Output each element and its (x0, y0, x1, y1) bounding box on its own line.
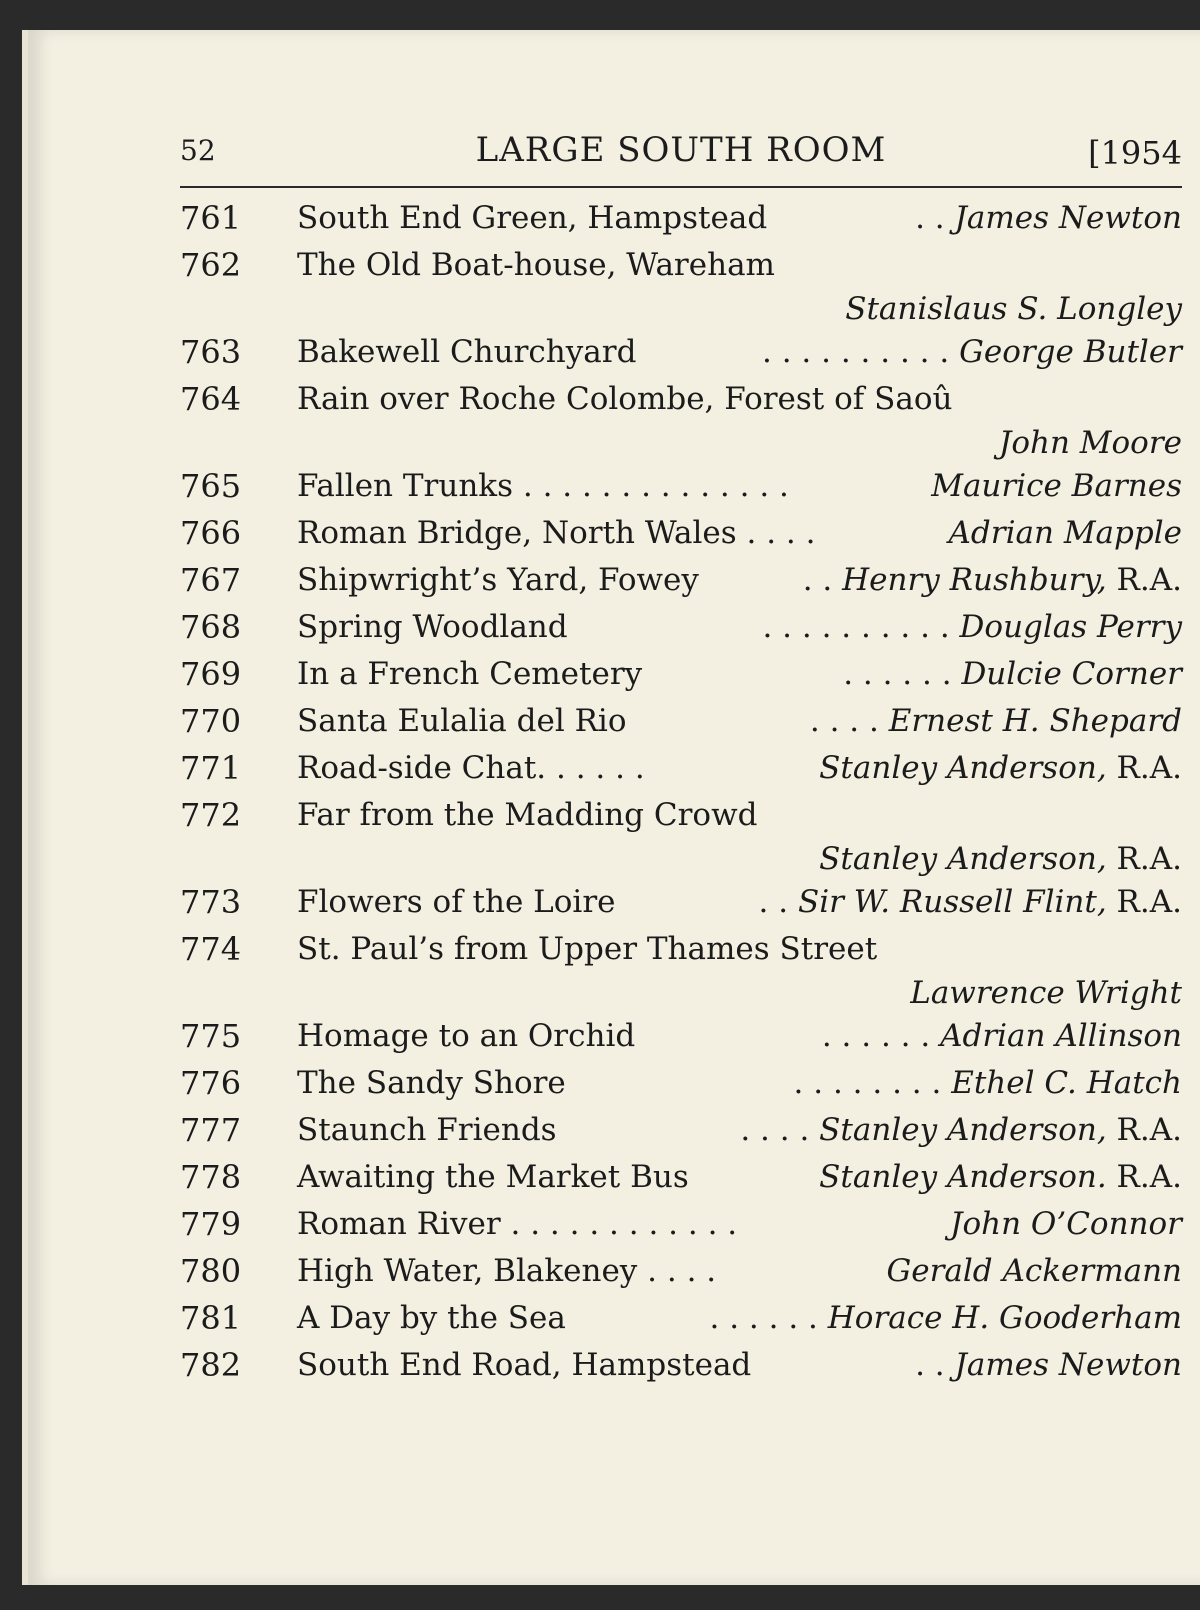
catalogue-entry (180, 604, 1182, 651)
artist-name: Stanley Anderson, (819, 1112, 1107, 1148)
artist-honour: R.A. (1106, 841, 1182, 877)
entry-attribution (794, 1060, 1182, 1107)
entry-title: Spring Woodland (297, 609, 568, 645)
entry-row (180, 1060, 1182, 1107)
catalogue-entry (180, 926, 1182, 1013)
entry-number: 766 (180, 514, 242, 552)
artist-name: Henry Rushbury, (842, 562, 1107, 598)
entry-title: Bakewell Churchyard (297, 334, 637, 370)
catalogue-entry (180, 329, 1182, 376)
entry-number: 765 (180, 467, 242, 505)
entry-number: 775 (180, 1017, 242, 1055)
catalogue-entry (180, 698, 1182, 745)
dot-leader: . . . . . . . . . . (761, 334, 950, 370)
entry-attribution (803, 557, 1182, 604)
entry-row (180, 651, 1182, 698)
dot-leader: . . (802, 562, 833, 598)
catalogue-entry (180, 242, 1182, 329)
entry-row (180, 879, 1182, 926)
entry-title: Santa Eulalia del Rio (297, 703, 627, 739)
entry-attribution (762, 329, 1182, 376)
artist-name: Ernest H. Shepard (888, 703, 1182, 739)
dot-leader: . . . . . . . . (793, 1065, 942, 1101)
catalogue-entry (180, 745, 1182, 792)
entry-row (180, 1295, 1182, 1342)
entry-number: 776 (180, 1064, 242, 1102)
artist-name: Ethel C. Hatch (951, 1065, 1182, 1101)
entry-title: In a French Cemetery (297, 656, 643, 692)
entry-row (180, 1201, 1182, 1248)
artist-name: Stanley Anderson, (819, 750, 1107, 786)
catalogue-entry (180, 1060, 1182, 1107)
entry-continuation (180, 973, 1182, 1013)
catalogue-entry (180, 1201, 1182, 1248)
artist-name: Adrian Mapple (948, 515, 1182, 551)
dot-leader: . . (915, 200, 945, 236)
artist-name: Douglas Perry (959, 609, 1182, 645)
header-rule (180, 186, 1182, 188)
artist-name: Maurice Barnes (931, 468, 1182, 504)
catalogue-entry (180, 1154, 1182, 1201)
artist-honour: R.A. (1106, 1159, 1182, 1195)
entry-attribution (819, 1154, 1182, 1201)
dot-leader: . . . . . . (821, 1018, 931, 1054)
entry-number: 779 (180, 1205, 242, 1243)
entry-row (180, 745, 1182, 792)
entry-attribution (915, 195, 1182, 242)
entry-title: Rain over Roche Colombe, Forest of Saoû (297, 381, 953, 417)
entry-attribution (931, 463, 1182, 510)
catalogue-entry (180, 1295, 1182, 1342)
entry-title: The Sandy Shore (297, 1065, 566, 1101)
entry-number: 781 (180, 1299, 242, 1337)
dot-leader: . . . . (740, 1112, 810, 1148)
entry-continuation (180, 423, 1182, 463)
entry-row (180, 510, 1182, 557)
entry-title: Staunch Friends (297, 1112, 557, 1148)
entry-row (180, 376, 1182, 423)
entry-row (180, 195, 1182, 242)
artist-name: Gerald Ackermann (886, 1253, 1182, 1289)
entry-attribution (950, 1201, 1182, 1248)
entry-attribution (843, 651, 1182, 698)
entry-number: 763 (180, 333, 242, 371)
artist-name: James Newton (954, 1347, 1182, 1383)
entry-number: 782 (180, 1346, 242, 1384)
catalogue-entry (180, 1248, 1182, 1295)
entry-title: High Water, Blakeney . . . . (297, 1253, 717, 1289)
entry-title: South End Road, Hampstead (297, 1347, 752, 1383)
catalogue-entry (180, 1107, 1182, 1154)
entry-attribution (949, 510, 1182, 557)
entry-row (180, 792, 1182, 839)
catalogue-entry (180, 1013, 1182, 1060)
artist-name: Sir W. Russell Flint, (797, 884, 1107, 920)
catalogue-entry (180, 792, 1182, 879)
running-head (180, 112, 1182, 172)
entry-continuation (180, 289, 1182, 329)
catalogue-entry (180, 463, 1182, 510)
catalogue-entry (180, 1342, 1182, 1389)
entry-number: 773 (180, 883, 242, 921)
dot-leader: . . . . . . (709, 1300, 818, 1336)
entry-row (180, 926, 1182, 973)
entry-attribution (915, 1342, 1182, 1389)
entry-attribution (845, 289, 1182, 329)
entry-number: 761 (180, 199, 242, 237)
entry-title: Flowers of the Loire (297, 884, 616, 920)
catalogue-entries (180, 195, 1182, 1389)
entry-title: St. Paul’s from Upper Thames Street (297, 931, 878, 967)
entry-attribution (709, 1295, 1182, 1342)
entry-title: Roman Bridge, North Wales . . . . (297, 515, 816, 551)
entry-attribution (759, 879, 1182, 926)
artist-honour: R.A. (1106, 750, 1182, 786)
artist-name: John Moore (998, 425, 1182, 461)
entry-title: A Day by the Sea (297, 1300, 566, 1336)
entry-number: 767 (180, 561, 242, 599)
entry-number: 762 (180, 246, 242, 284)
artist-name: Stanley Anderson, (819, 841, 1107, 877)
entry-number: 770 (180, 702, 242, 740)
entry-attribution (810, 698, 1182, 745)
artist-name: Stanislaus S. Longley (845, 291, 1182, 327)
entry-number: 780 (180, 1252, 242, 1290)
entry-row (180, 1248, 1182, 1295)
artist-honour: R.A. (1106, 884, 1182, 920)
dot-leader: . . . . (809, 703, 879, 739)
page-number: 52 (180, 134, 216, 167)
entry-attribution (819, 839, 1182, 879)
entry-number: 772 (180, 796, 242, 834)
entry-title: Shipwright’s Yard, Fowey (297, 562, 699, 598)
artist-name: Stanley Anderson. (819, 1159, 1107, 1195)
entry-title: Fallen Trunks . . . . . . . . . . . . . . (297, 468, 789, 504)
entry-title: South End Green, Hampstead (297, 200, 768, 236)
entry-row (180, 604, 1182, 651)
entry-row (180, 329, 1182, 376)
entry-row (180, 242, 1182, 289)
artist-name: Dulcie Corner (961, 656, 1182, 692)
catalogue-entry (180, 195, 1182, 242)
entry-title: Roman River . . . . . . . . . . . . (297, 1206, 738, 1242)
entry-number: 764 (180, 380, 242, 418)
entry-title: Road-side Chat. . . . . . (297, 750, 645, 786)
catalogue-entry (180, 557, 1182, 604)
catalogue-entry (180, 651, 1182, 698)
entry-title: Far from the Madding Crowd (297, 797, 758, 833)
entry-continuation (180, 839, 1182, 879)
entry-title: Homage to an Orchid (297, 1018, 636, 1054)
page-title: LARGE SOUTH ROOM (475, 130, 887, 170)
entry-row (180, 463, 1182, 510)
dot-leader: . . (758, 884, 789, 920)
entry-number: 777 (180, 1111, 242, 1149)
catalogue-entry (180, 879, 1182, 926)
entry-attribution (822, 1013, 1182, 1060)
entry-row (180, 1342, 1182, 1389)
dot-leader: . . . . . . . . . . (762, 609, 950, 645)
artist-name: Lawrence Wright (910, 975, 1182, 1011)
entry-row (180, 1013, 1182, 1060)
entry-row (180, 1154, 1182, 1201)
artist-honour: R.A. (1106, 562, 1182, 598)
artist-name: George Butler (959, 334, 1182, 370)
entry-number: 771 (180, 749, 242, 787)
catalogue-entry (180, 510, 1182, 557)
entry-attribution (819, 745, 1182, 792)
dot-leader: . . . . . . (843, 656, 952, 692)
entry-row (180, 1107, 1182, 1154)
entry-attribution (910, 973, 1182, 1013)
entry-number: 778 (180, 1158, 242, 1196)
entry-attribution (999, 423, 1182, 463)
entry-number: 768 (180, 608, 242, 646)
entry-number: 769 (180, 655, 242, 693)
entry-row (180, 557, 1182, 604)
artist-name: John O’Connor (950, 1206, 1182, 1242)
entry-attribution (762, 604, 1182, 651)
dot-leader: . . (915, 1347, 945, 1383)
entry-row (180, 698, 1182, 745)
artist-honour: R.A. (1106, 1112, 1182, 1148)
entry-title: Awaiting the Market Bus (297, 1159, 689, 1195)
entry-title: The Old Boat-house, Wareham (297, 247, 775, 283)
artist-name: James Newton (954, 200, 1182, 236)
artist-name: Horace H. Gooderham (827, 1300, 1182, 1336)
entry-number: 774 (180, 930, 242, 968)
artist-name: Adrian Allinson (940, 1018, 1182, 1054)
year-marker: [1954 (1088, 134, 1182, 172)
entry-attribution (886, 1248, 1182, 1295)
catalogue-entry (180, 376, 1182, 463)
entry-attribution (740, 1107, 1182, 1154)
